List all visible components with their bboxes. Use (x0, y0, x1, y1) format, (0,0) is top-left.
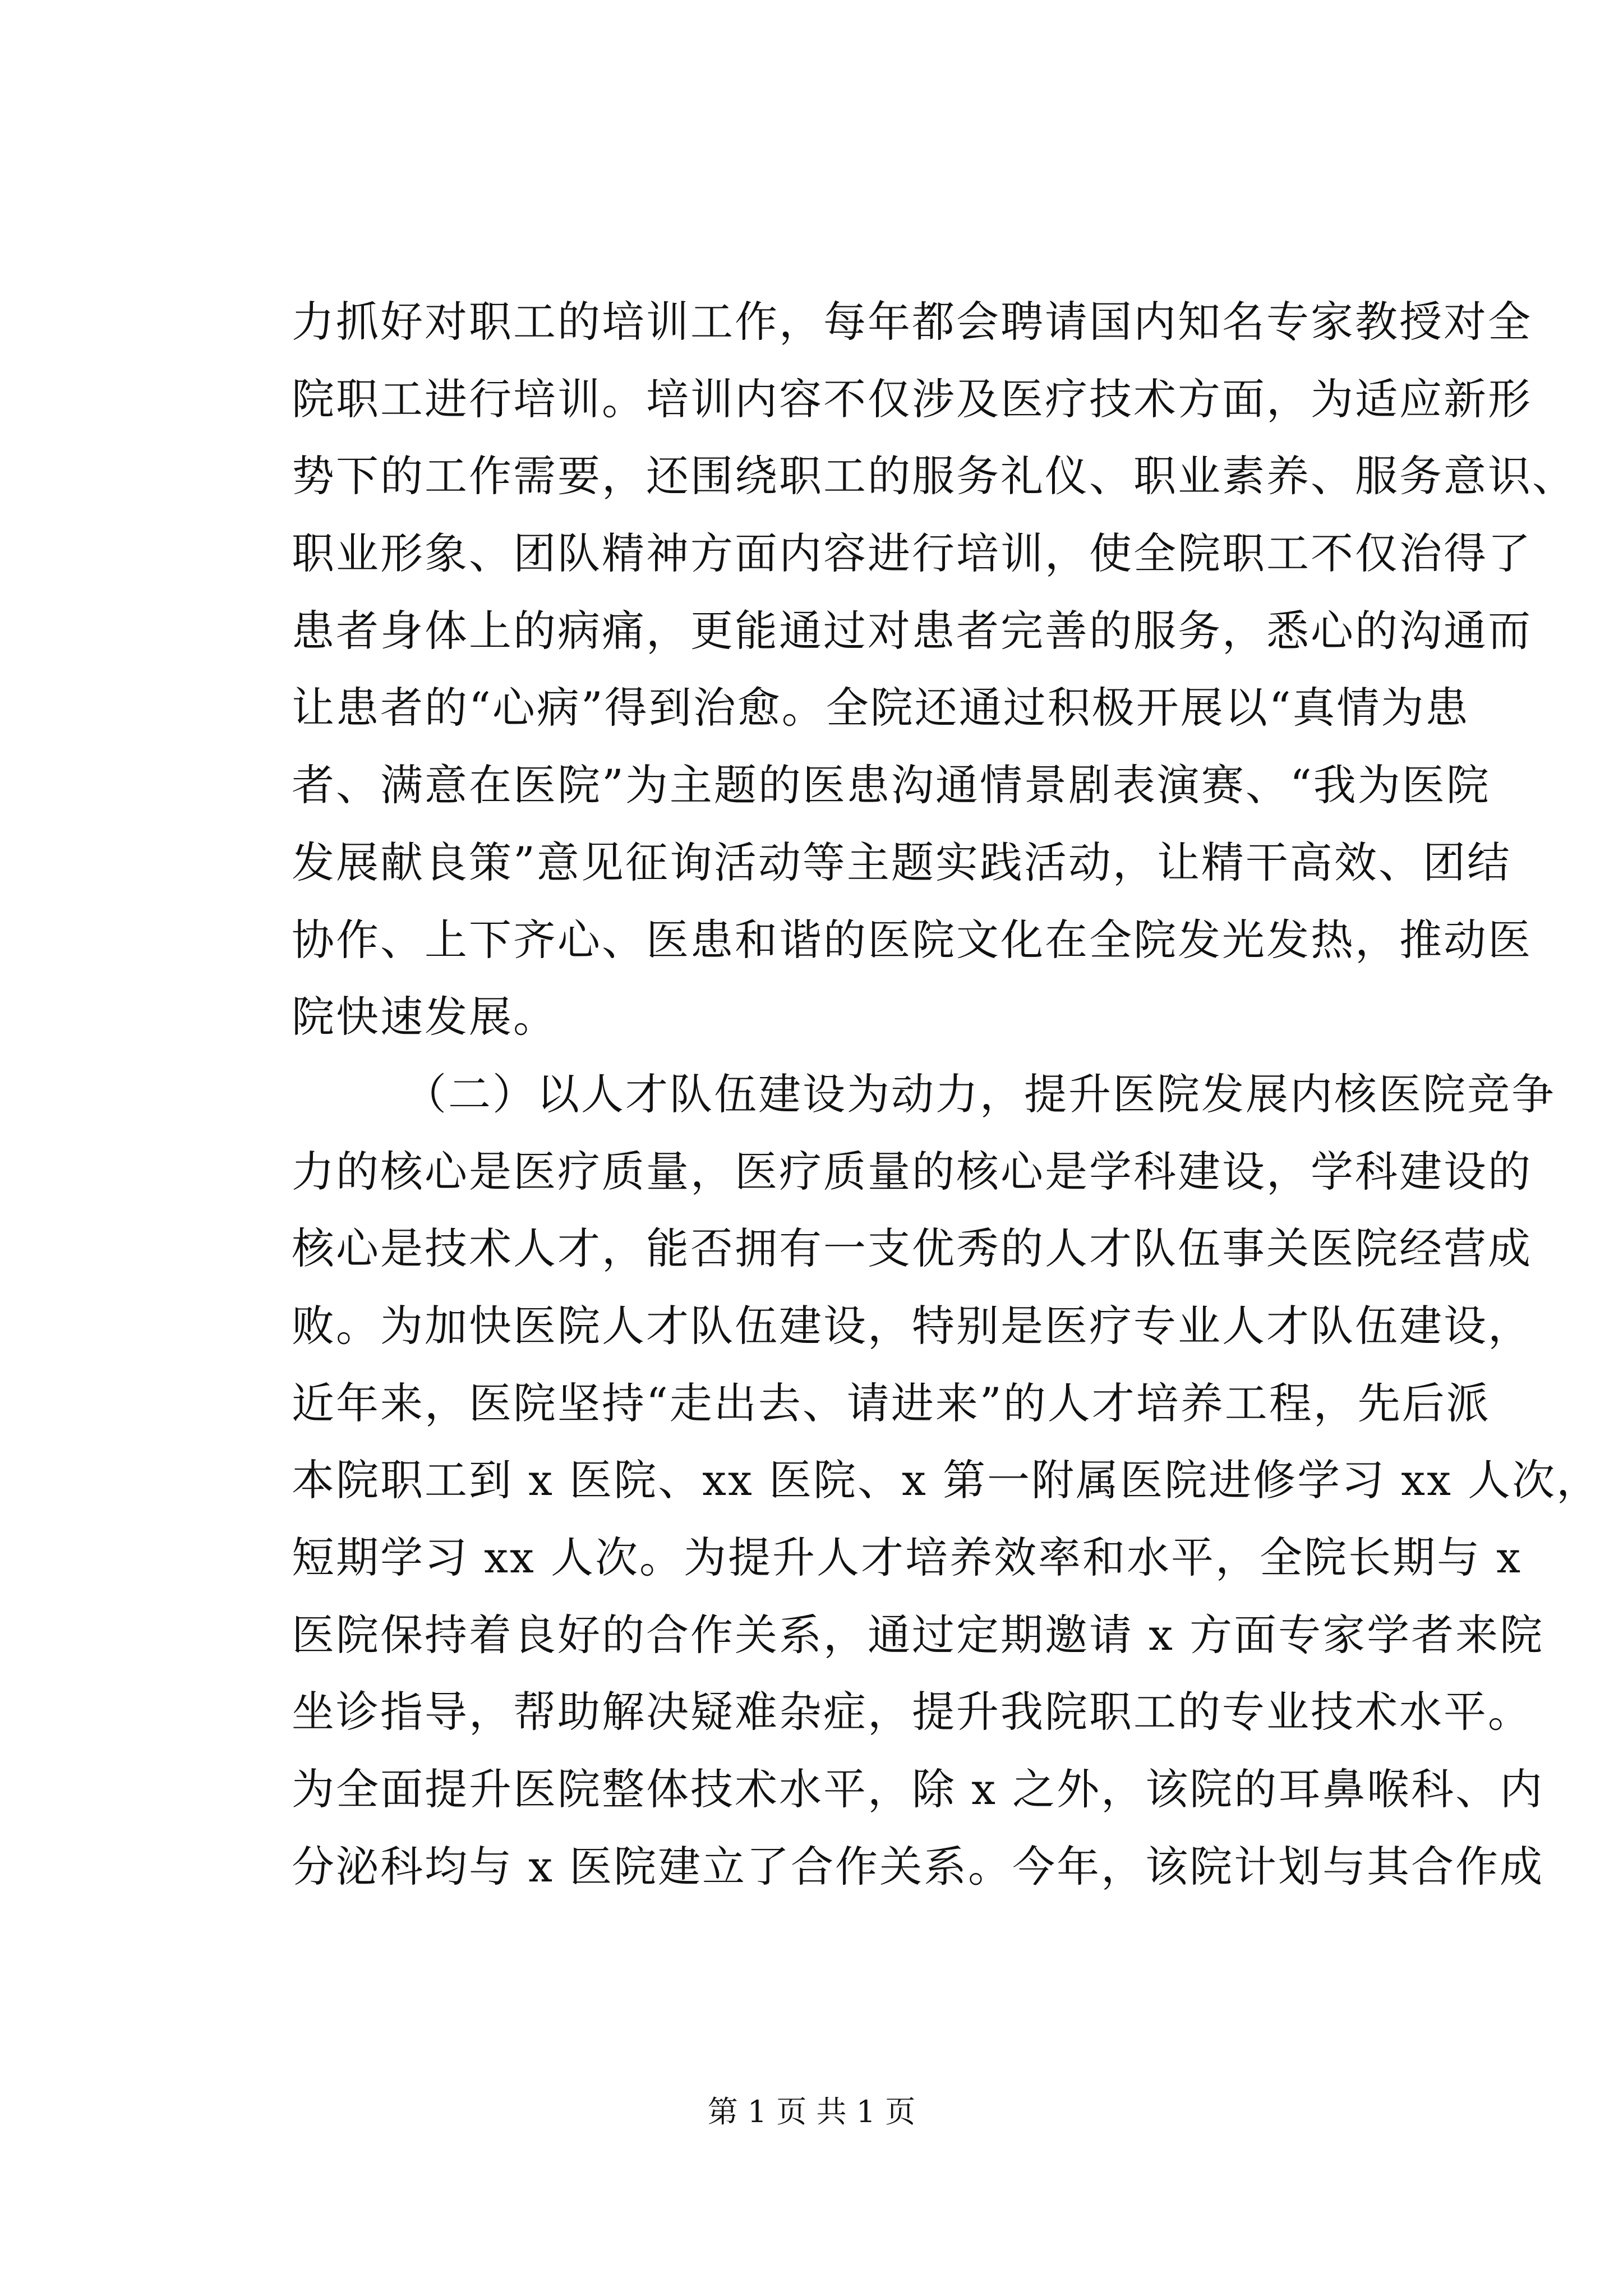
page-footer (0, 2090, 1623, 2134)
text-line: 坐诊指导，帮助解决疑难杂症，提升我院职工的专业技术水平。 (292, 1687, 1532, 1737)
text-line: 让患者的“心病”得到治愈。全院还通过积极开展以“真情为患 (292, 683, 1470, 733)
text-line: 势下的工作需要，还围绕职工的服务礼仪、职业素养、服务意识、 (292, 451, 1576, 501)
text-line: 短期学习 xx 人次。为提升人才培养效率和水平，全院长期与 x (292, 1533, 1523, 1582)
text-line: 发展献良策”意见征询活动等主题实践活动，让精干高效、团结 (292, 837, 1511, 887)
page-number: 第 1 页 共 1 页 (707, 2094, 916, 2129)
text-line: 者、满意在医院”为主题的医患沟通情景剧表演赛、“我为医院 (292, 760, 1491, 811)
text-line: 职业形象、团队精神方面内容进行培训，使全院职工不仅治得了 (292, 528, 1532, 579)
text-line: 医院保持着良好的合作关系，通过定期邀请 x 方面专家学者来院 (292, 1609, 1544, 1660)
text-line: 为全面提升医院整体技术水平，除 x 之外，该院的耳鼻喉科、内 (292, 1764, 1544, 1815)
body-text (292, 283, 1601, 1905)
text-line: 分泌科均与 x 医院建立了合作关系。今年，该院计划与其合作成 (292, 1841, 1544, 1892)
text-line: 本院职工到 x 医院、xx 医院、x 第一附属医院进修学习 xx 人次， (292, 1455, 1601, 1506)
section-heading-line: （二）以人才队伍建设为动力，提升医院发展内核医院竞争 (404, 1069, 1556, 1119)
text-line: 近年来，医院坚持“走出去、请进来”的人才培养工程，先后派 (292, 1378, 1491, 1428)
text-line: 协作、上下齐心、医患和谐的医院文化在全院发光发热，推动医 (292, 914, 1532, 965)
text-line: 败。为加快医院人才队伍建设，特别是医疗专业人才队伍建设， (292, 1300, 1532, 1351)
text-line: 核心是技术人才，能否拥有一支优秀的人才队伍事关医院经营成 (292, 1223, 1532, 1274)
text-line: 院快速发展。 (292, 992, 557, 1042)
text-line: 院职工进行培训。培训内容不仅涉及医疗技术方面，为适应新形 (292, 374, 1532, 424)
text-line: 患者身体上的病痛，更能通过对患者完善的服务，悉心的沟通而 (292, 605, 1532, 656)
text-line: 力抓好对职工的培训工作，每年都会聘请国内知名专家教授对全 (292, 297, 1532, 347)
text-line: 力的核心是医疗质量，医疗质量的核心是学科建设，学科建设的 (292, 1146, 1532, 1197)
